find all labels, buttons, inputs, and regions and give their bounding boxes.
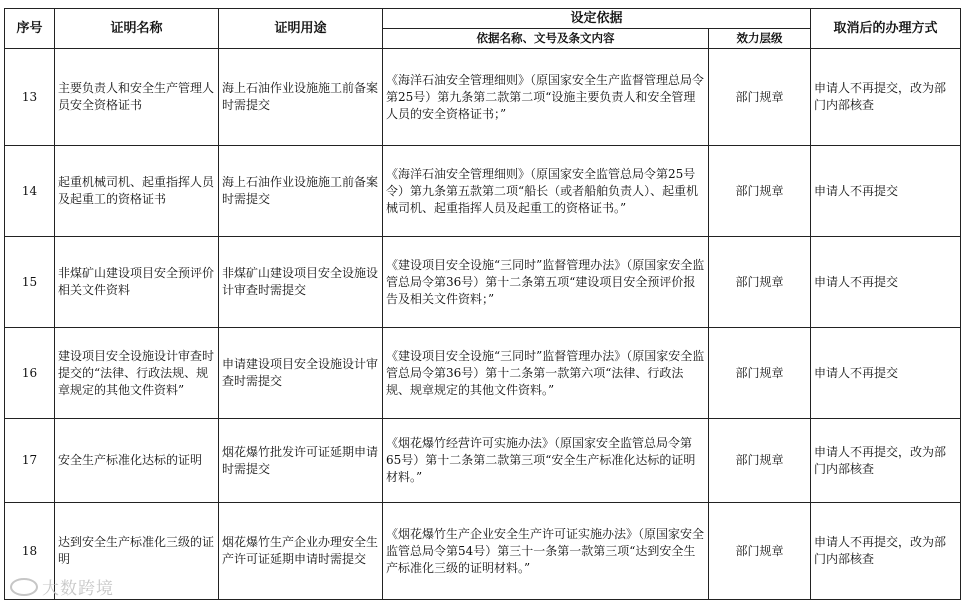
header-after: 取消后的办理方式 — [811, 9, 961, 49]
row-after: 申请人不再提交，改为部门内部核查 — [811, 503, 961, 600]
row-after: 申请人不再提交 — [811, 146, 961, 237]
table-row — [5, 49, 961, 146]
row-index: 15 — [5, 237, 55, 328]
header-name: 证明名称 — [55, 9, 219, 49]
table-row — [5, 419, 961, 503]
header-basis-group: 设定依据 — [383, 9, 811, 29]
watermark-text: 大数跨境 — [42, 579, 114, 599]
row-after: 申请人不再提交 — [811, 328, 961, 419]
header-purpose: 证明用途 — [219, 9, 383, 49]
row-name: 建设项目安全设施设计审查时提交的“法律、行政法规、规章规定的其他文件资料” — [55, 328, 219, 419]
row-basis: 《海洋石油安全管理细则》（原国家安全生产监督管理总局令第25号）第九条第二款第二项“设施主要负责人和安全管理人员的安全资格证书；” — [383, 49, 709, 146]
row-name: 起重机械司机、起重指挥人员及起重工的资格证书 — [55, 146, 219, 237]
row-index: 18 — [5, 503, 55, 600]
row-purpose: 烟花爆竹批发许可证延期申请时需提交 — [219, 419, 383, 503]
row-purpose: 申请建设项目安全设施设计审查时需提交 — [219, 328, 383, 419]
watermark-logo-icon — [10, 578, 38, 596]
row-level: 部门规章 — [709, 503, 811, 600]
row-purpose: 烟花爆竹生产企业办理安全生产许可证延期申请时需提交 — [219, 503, 383, 600]
row-basis: 《建设项目安全设施“三同时”监督管理办法》（原国家安全监管总局令第36号）第十二条第五项“建设项目安全预评价报告及相关文件资料；” — [383, 237, 709, 328]
row-level: 部门规章 — [709, 328, 811, 419]
row-purpose: 海上石油作业设施施工前备案时需提交 — [219, 146, 383, 237]
row-basis: 《烟花爆竹经营许可实施办法》（原国家安全监管总局令第65号）第十二条第二款第三项“安全生产标准化达标的证明材料。” — [383, 419, 709, 503]
row-index: 16 — [5, 328, 55, 419]
row-level: 部门规章 — [709, 237, 811, 328]
row-basis: 《烟花爆竹生产企业安全生产许可证实施办法》（原国家安全监管总局令第54号）第三十一条第一款第三项“达到安全生产标准化三级的证明材料。” — [383, 503, 709, 600]
watermark — [10, 574, 114, 599]
row-basis: 《海洋石油安全管理细则》（原国家安全监管总局令第25号令）第九条第五款第二项“船长（或者船舶负责人）、起重机械司机、起重指挥人员及起重工的资格证书。” — [383, 146, 709, 237]
row-level: 部门规章 — [709, 419, 811, 503]
row-name: 安全生产标准化达标的证明 — [55, 419, 219, 503]
header-index: 序号 — [5, 9, 55, 49]
table-row — [5, 328, 961, 419]
row-level: 部门规章 — [709, 146, 811, 237]
table-row — [5, 146, 961, 237]
table-row — [5, 503, 961, 600]
row-index: 13 — [5, 49, 55, 146]
row-index: 14 — [5, 146, 55, 237]
row-name: 非煤矿山建设项目安全预评价相关文件资料 — [55, 237, 219, 328]
row-purpose: 非煤矿山建设项目安全设施设计审查时需提交 — [219, 237, 383, 328]
row-name: 主要负责人和安全生产管理人员安全资格证书 — [55, 49, 219, 146]
row-after: 申请人不再提交，改为部门内部核查 — [811, 419, 961, 503]
header-level: 效力层级 — [709, 29, 811, 49]
row-basis: 《建设项目安全设施“三同时”监督管理办法》（原国家安全监管总局令第36号）第十二条第一款第六项“法律、行政法规、规章规定的其他文件资料。” — [383, 328, 709, 419]
row-after: 申请人不再提交 — [811, 237, 961, 328]
row-after: 申请人不再提交，改为部门内部核查 — [811, 49, 961, 146]
certificate-table — [4, 8, 961, 600]
header-basis-doc: 依据名称、文号及条文内容 — [383, 29, 709, 49]
table-row — [5, 237, 961, 328]
row-level: 部门规章 — [709, 49, 811, 146]
row-purpose: 海上石油作业设施施工前备案时需提交 — [219, 49, 383, 146]
row-name: 达到安全生产标准化三级的证明 — [55, 503, 219, 600]
row-index: 17 — [5, 419, 55, 503]
